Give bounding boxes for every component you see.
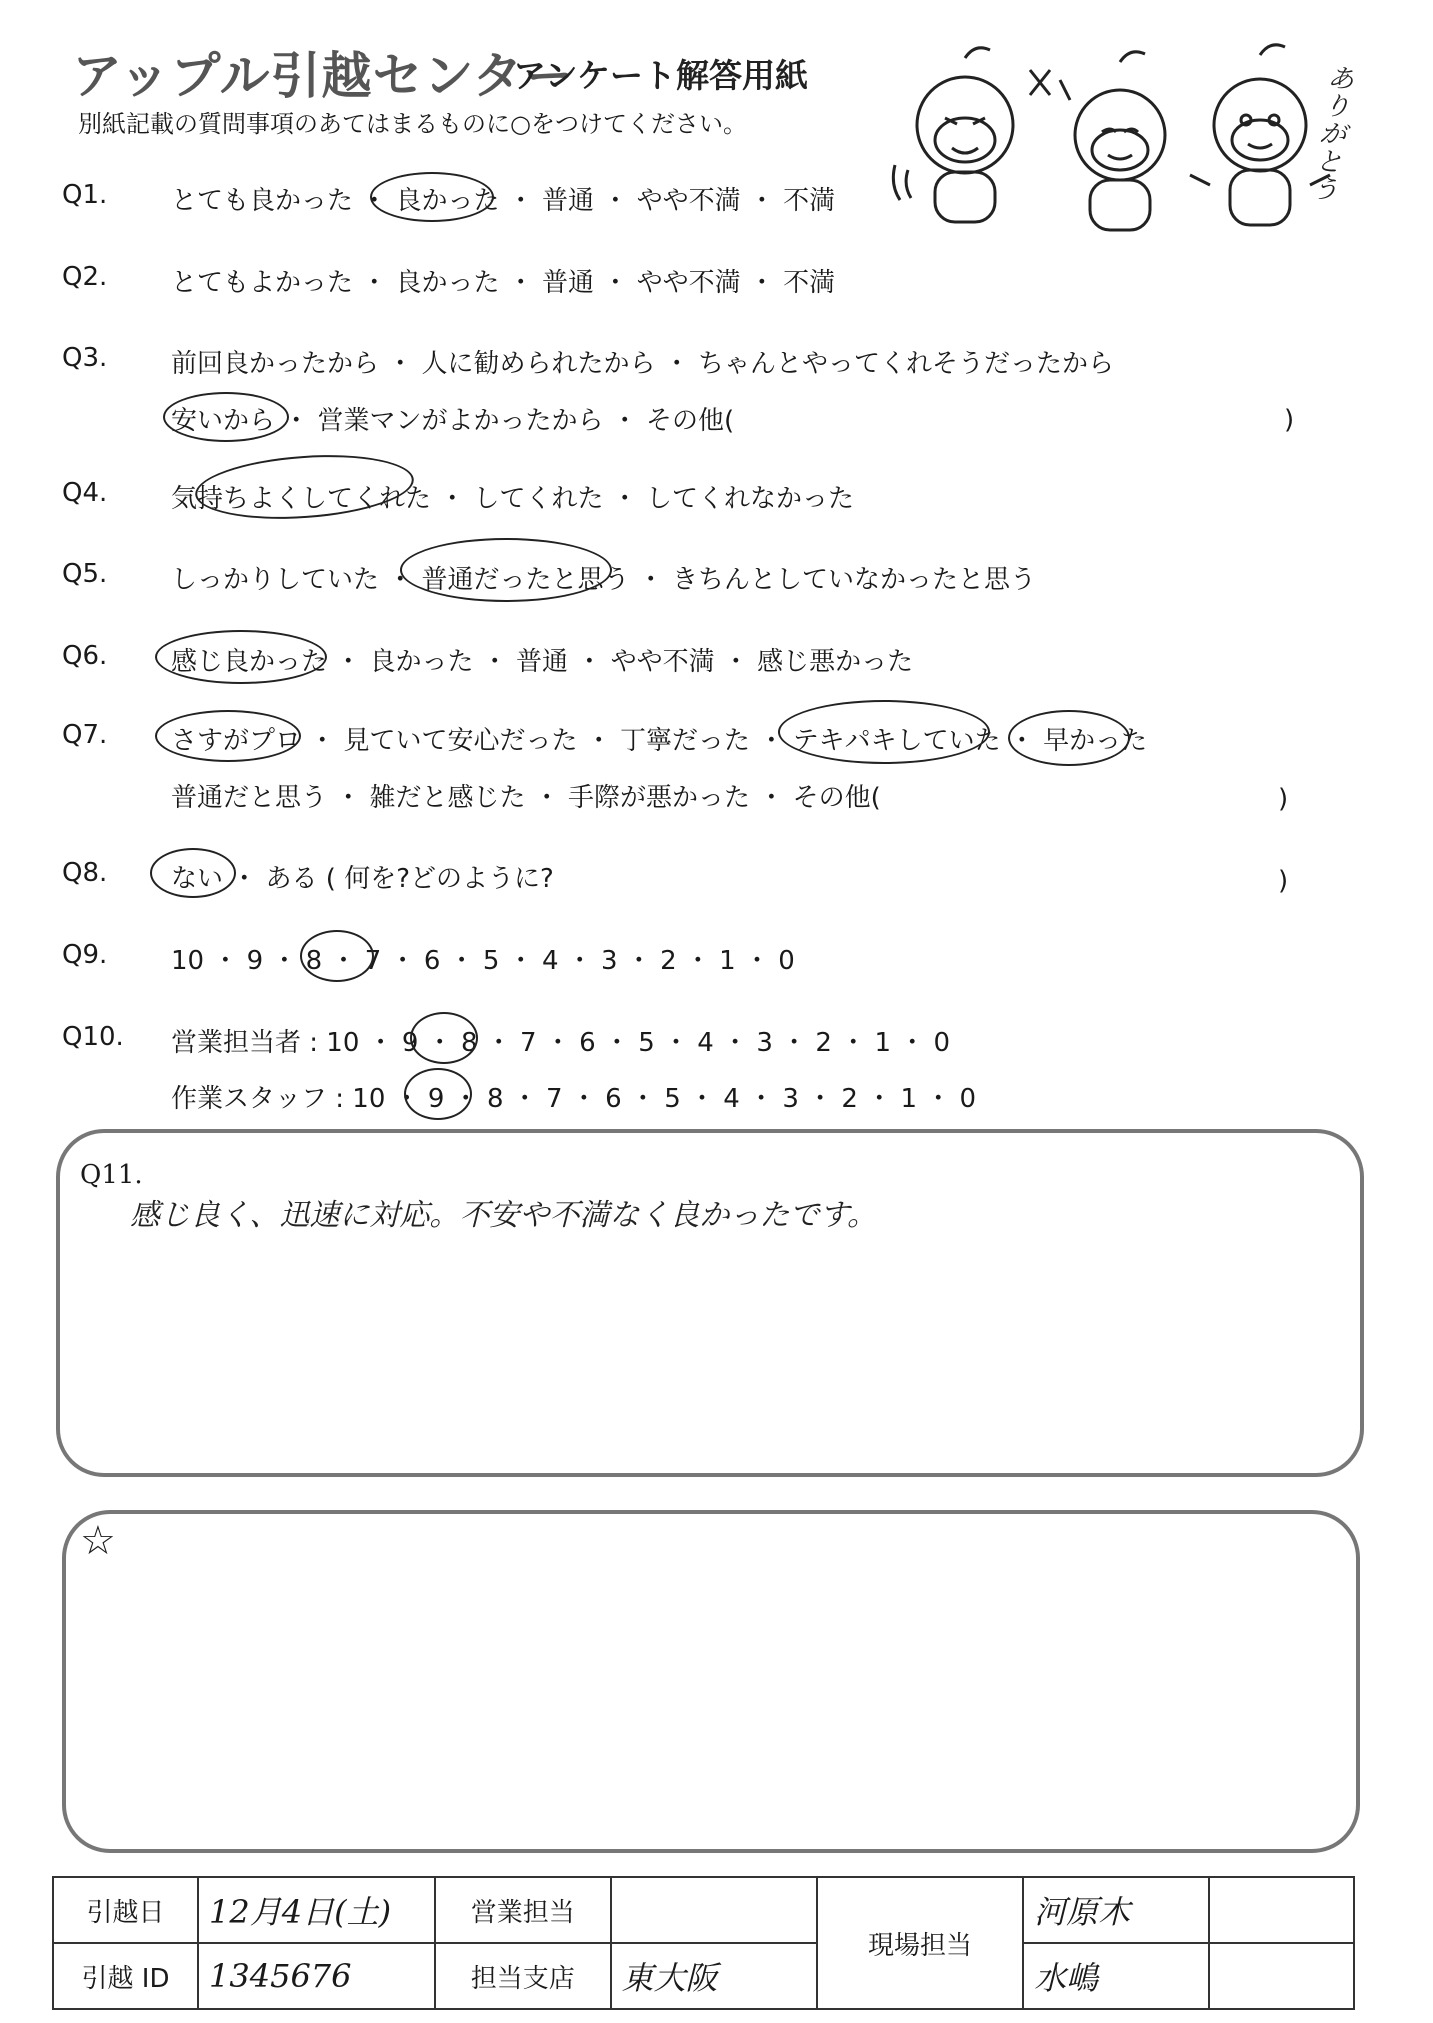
q5-options[interactable]: しっかりしていた ・ 普通だったと思う ・ きちんとしていなかったと思う xyxy=(171,565,1037,595)
q7-number: Q7. xyxy=(62,720,108,750)
sales-rep-label: 営業担当 xyxy=(435,1877,611,1943)
q3-options-line1[interactable]: 前回良かったから ・ 人に勧められたから ・ ちゃんとやってくれそうだったから xyxy=(171,349,1115,379)
branch-value: 東大阪 xyxy=(611,1943,817,2009)
site-rep-extra-2 xyxy=(1209,1943,1354,2009)
q10-staff-options[interactable]: 作業スタッフ : 10 ・ 9 ・ 8 ・ 7 ・ 6 ・ 5 ・ 4 ・ 3 ・ 2 ・ 1 ・ 0 xyxy=(171,1084,977,1114)
selection-circle-q3 xyxy=(163,392,289,442)
q1-options[interactable]: とても良かった ・ 良かった ・ 普通 ・ やや不満 ・ 不満 xyxy=(171,186,836,216)
q6-number: Q6. xyxy=(62,641,108,671)
site-rep-value-2: 水嶋 xyxy=(1023,1943,1209,2009)
q7-options-line1[interactable]: さすがプロ ・ 見ていて安心だった ・ 丁寧だった ・ テキパキしていた ・ 早かった xyxy=(171,726,1148,756)
q4-options[interactable]: 気持ちよくしてくれた ・ してくれた ・ してくれなかった xyxy=(171,484,855,514)
q11-comment-box[interactable] xyxy=(56,1129,1364,1477)
q2-number: Q2. xyxy=(62,262,108,292)
moving-date-label: 引越日 xyxy=(53,1877,198,1943)
q11-label: Q11. xyxy=(80,1160,143,1190)
selection-circle-q10-sales xyxy=(410,1012,478,1064)
star-icon: ☆ xyxy=(80,1518,116,1564)
star-comment-box[interactable] xyxy=(62,1510,1360,1853)
branch-label: 担当支店 xyxy=(435,1943,611,2009)
q10-sales-options[interactable]: 営業担当者 : 10 ・ 9 ・ 8 ・ 7 ・ 6 ・ 5 ・ 4 ・ 3 ・ 2 ・ 1 ・ 0 xyxy=(171,1028,951,1058)
selection-circle-q5 xyxy=(400,538,612,602)
q9-number: Q9. xyxy=(62,940,108,970)
moving-id-value: 1345676 xyxy=(198,1943,435,2009)
q8-number: Q8. xyxy=(62,858,108,888)
form-subtitle: アンケート解答用紙 xyxy=(513,56,809,95)
q4-number: Q4. xyxy=(62,478,108,508)
q3-options-line2[interactable]: 安いから ・ 営業マンがよかったから ・ その他( xyxy=(171,406,735,436)
selection-circle-q6 xyxy=(155,630,327,684)
selection-circle-q7-hayakatta xyxy=(1008,710,1130,766)
q6-options[interactable]: 感じ良かった ・ 良かった ・ 普通 ・ やや不満 ・ 感じ悪かった xyxy=(171,647,914,677)
selection-circle-q1 xyxy=(370,172,494,222)
q2-options[interactable]: とてもよかった ・ 良かった ・ 普通 ・ やや不満 ・ 不満 xyxy=(171,268,836,298)
q5-number: Q5. xyxy=(62,559,108,589)
q11-handwritten-answer: 感じ良く、迅速に対応。不安や不満なく良かったです。 xyxy=(130,1198,877,1233)
selection-circle-q7-pro xyxy=(155,710,301,762)
selection-circle-q8 xyxy=(150,848,236,898)
q10-number: Q10. xyxy=(62,1022,124,1052)
selection-circle-q10-staff xyxy=(404,1068,472,1120)
sales-rep-value xyxy=(611,1877,817,1943)
q8-close-paren: ) xyxy=(1278,866,1289,896)
q3-close-paren: ) xyxy=(1284,405,1295,435)
q9-options[interactable]: 10 ・ 9 ・ 8 ・ 7 ・ 6 ・ 5 ・ 4 ・ 3 ・ 2 ・ 1 ・ 0 xyxy=(171,946,795,976)
footer-info-table xyxy=(52,1876,1355,2010)
instruction-text: 別紙記載の質問事項のあてはまるものに○をつけてください。 xyxy=(78,110,747,138)
moving-id-label: 引越 ID xyxy=(53,1943,198,2009)
site-rep-value-1: 河原木 xyxy=(1023,1877,1209,1943)
selection-circle-q7-tekipaki xyxy=(778,700,990,764)
company-title: アップル引越センター xyxy=(72,47,575,105)
q8-options[interactable]: ない ・ ある ( 何を?どのように? xyxy=(171,864,554,894)
site-rep-extra-1 xyxy=(1209,1877,1354,1943)
site-rep-label: 現場担当 xyxy=(817,1877,1023,2009)
selection-circle-q9 xyxy=(300,930,374,982)
q7-close-paren: ) xyxy=(1278,784,1289,814)
q3-number: Q3. xyxy=(62,343,108,373)
monkey-mascots-illustration xyxy=(890,40,1350,240)
q7-options-line2[interactable]: 普通だと思う ・ 雑だと感じた ・ 手際が悪かった ・ その他( xyxy=(171,783,881,813)
moving-date-value: 12月4日(土) xyxy=(198,1877,435,1943)
thanks-handwriting: ありがとう xyxy=(1310,62,1356,207)
q1-number: Q1. xyxy=(62,180,108,210)
